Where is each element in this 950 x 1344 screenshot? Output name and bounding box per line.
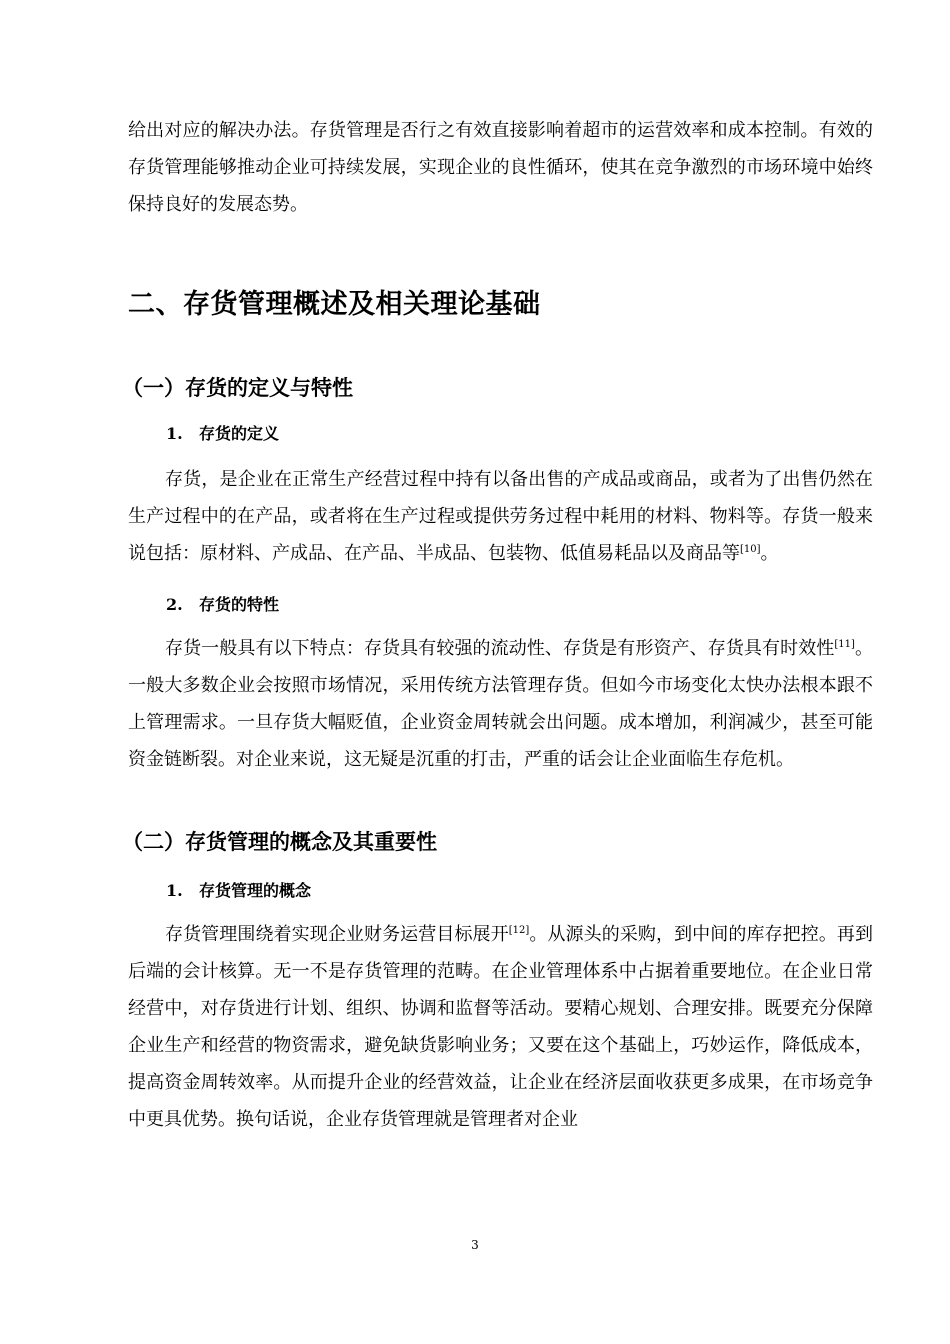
paragraph-text: 存货一般具有以下特点：存货具有较强的流动性、存货是有形资产、存货具有时效性 — [165, 638, 835, 659]
item-title: 存货的定义 — [199, 424, 280, 443]
item-title: 存货管理的概念 — [199, 881, 312, 900]
item-title: 存货的特性 — [199, 595, 280, 614]
paragraph-text: 存货管理围绕着实现企业财务运营目标展开 — [165, 924, 509, 945]
citation-ref: [11] — [834, 639, 855, 650]
item-heading-characteristics — [128, 590, 873, 620]
intro-paragraph: 给出对应的解决办法。存货管理是否行之有效直接影响着超市的运营效率和成本控制。有效的存货管理能够推动企业可持续发展，实现企业的良性循环，使其在竞争激烈的市场环境中始终保持良好的发展态势。 — [128, 120, 873, 215]
page-content — [122, 112, 873, 1138]
characteristics-paragraph — [128, 630, 873, 778]
citation-ref: [10] — [740, 544, 761, 555]
paragraph-tail: 。一般大多数企业会按照市场情况，采用传统方法管理存货。但如今市场变化太快办法根本跟不上管理需求。一旦存货大幅贬值，企业资金周转就会出问题。成本增加，利润减少，甚至可能资金链断裂。对企业来说，这无疑是沉重的打击，严重的话会让企业面临生存危机。 — [128, 638, 873, 770]
paragraph-text: 存货，是企业在正常生产经营过程中持有以备出售的产成品或商品，或者为了出售仍然在生产过程中的在产品，或者将在生产过程或提供劳务过程中耗用的材料、物料等。存货一般来说包括：原材料、产成品、在产品、半成品、包装物、低值易耗品以及商品等 — [128, 469, 873, 564]
paragraph-tail: 。从源头的采购，到中间的库存把控。再到后端的会计核算。无一不是存货管理的范畴。在企业管理体系中占据着重要地位。在企业日常经营中，对存货进行计划、组织、协调和监督等活动。要精心规划、合理安排。既要充分保障企业生产和经营的物资需求，避免缺货影响业务；又要在这个基础上，巧妙运作，降低成本，提高资金周转效率。从而提升企业的经营效益，让企业在经济层面收获更多成果，在市场竞争中更具优势。换句话说，企业存货管理就是管理者对企业 — [128, 924, 873, 1130]
section-heading: 二、存货管理概述及相关理论基础 — [128, 289, 541, 320]
item-heading-concept — [128, 876, 873, 906]
item-heading-definition — [128, 419, 873, 449]
item-number: 1. — [166, 424, 183, 443]
paragraph-tail: 。 — [760, 543, 779, 564]
page-number: 3 — [471, 1238, 479, 1252]
citation-ref: [12] — [508, 925, 530, 936]
item-number: 1. — [166, 881, 183, 900]
subsection-heading-2: （二）存货管理的概念及其重要性 — [122, 830, 437, 854]
concept-paragraph — [128, 916, 873, 1138]
subsection-heading-1: （一）存货的定义与特性 — [122, 376, 353, 400]
item-number: 2. — [166, 595, 183, 614]
definition-paragraph — [128, 461, 873, 572]
